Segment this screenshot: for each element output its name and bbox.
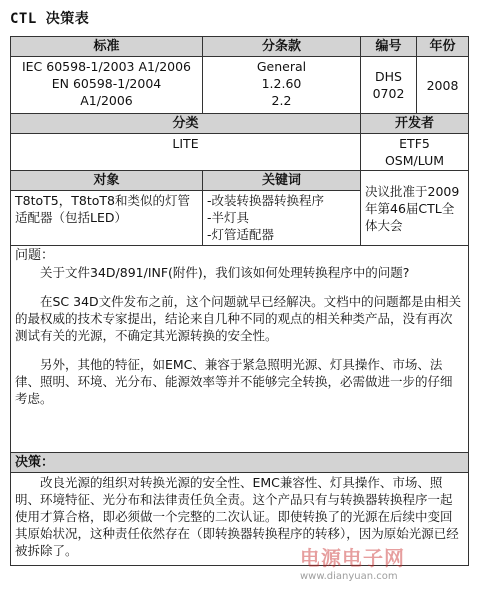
year-value: 2008 <box>417 57 469 114</box>
header-developer: 开发者 <box>361 114 469 134</box>
header-object: 对象 <box>11 171 203 191</box>
watermark-logo-text: 电源电子网 <box>300 546 405 570</box>
decision-section <box>11 473 469 566</box>
decision-label: 决策： <box>11 453 469 473</box>
object-value: T8toT5，T8toT8和类似的灯管适配器（包括LED） <box>11 191 203 246</box>
question-paragraph: 关于文件34D/891/INF(附件)，我们该如何处理转换程序中的问题? <box>40 265 410 280</box>
question-paragraph: 另外，其他的特征，如EMC、兼容于紧急照明光源、灯具操作、市场、法律、照明、环境、光分布、能源效率等并不能够完全转换，必需做进一步的仔细考虑。 <box>15 357 453 406</box>
header-clause: 分条款 <box>203 37 361 57</box>
standard-value: IEC 60598-1/2003 A1/2006 EN 60598-1/2004 A1/2006 <box>11 57 203 114</box>
header-standard: 标准 <box>11 37 203 57</box>
watermark-site: www.dianyuan.com <box>300 571 398 582</box>
ctl-decision-table <box>10 36 469 566</box>
approval-text: 决议批准于2009年第46届CTL全体大会 <box>361 171 469 246</box>
header-number: 编号 <box>361 37 417 57</box>
keywords-value: -改装转换器转换程序 -半灯具 -灯管适配器 <box>203 191 361 246</box>
developer-value: ETF5 OSM/LUM <box>361 134 469 171</box>
question-label: 问题： <box>15 248 55 263</box>
decision-paragraph: 改良光源的组织对转换光源的安全性、EMC兼容性、灯具操作、市场、照明、环境特征、光分布和法律责任负全责。这个产品只有与转换器转换程序一起使用才算合格，即必须做一个完整的二次认证。即使转换了的光源在后续中变回其原始状况，这种责任依然存在（即转换器转换程序的转移），因为原始光源已经被拆除了。 <box>15 475 459 558</box>
header-category: 分类 <box>11 114 361 134</box>
number-value: DHS 0702 <box>361 57 417 114</box>
question-paragraph: 在SC 34D文件发布之前，这个问题就早已经解决。文档中的问题都是由相关的最权威的技术专家提出，结论来自几种不同的观点的相关种类产品，没有再次测试有关的光源，不确定其光源转换的安全性。 <box>15 294 462 343</box>
header-year: 年份 <box>417 37 469 57</box>
question-section <box>11 246 469 453</box>
header-keywords: 关键词 <box>203 171 361 191</box>
clause-value: General 1.2.60 2.2 <box>203 57 361 114</box>
category-value: LITE <box>11 134 361 171</box>
page-title: CTL 决策表 <box>10 11 90 27</box>
